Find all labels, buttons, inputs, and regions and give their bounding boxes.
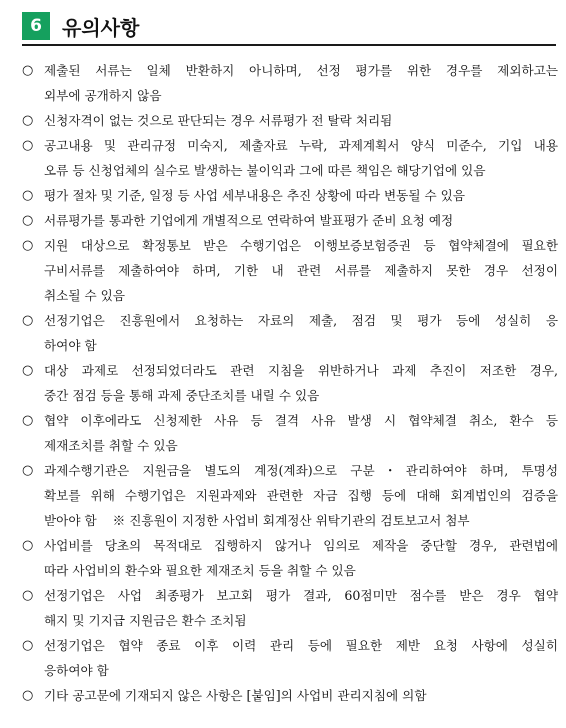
circle-bullet-icon: ○ — [22, 588, 34, 603]
notice-item-text — [44, 408, 558, 458]
notice-footnote: ※ 진흥원이 지정한 사업비 회계정산 위탁기관의 검토보고서 첨부 — [112, 513, 470, 528]
notice-item — [22, 233, 558, 308]
notice-line: 과제수행기관은 지원금을 별도의 계정(계좌)으로 구분・관리하여야 하며, 투명성 — [44, 463, 558, 478]
notice-line: 기타 공고문에 기재되지 않은 사항은 [붙임]의 사업비 관리지침에 의함 — [44, 688, 427, 703]
notice-item-text — [44, 633, 558, 683]
notice-item — [22, 408, 558, 458]
notice-line: 제재조치를 취할 수 있음 — [44, 438, 178, 453]
notice-item-text — [44, 208, 558, 233]
circle-bullet-icon: ○ — [22, 688, 34, 703]
notice-line: 지원 대상으로 확정통보 받은 수행기업은 이행보증보험증권 등 협약체결에 필요한 — [44, 238, 558, 253]
circle-bullet-icon: ○ — [22, 413, 34, 428]
notice-item-text — [44, 358, 558, 408]
notice-line: 사업비를 당초의 목적대로 집행하지 않거나 임의로 제작을 중단할 경우, 관련법에 — [44, 538, 558, 553]
notice-item-text — [44, 233, 558, 308]
notice-line: 협약 이후에라도 신청제한 사유 등 결격 사유 발생 시 협약체결 취소, 환수 등 — [44, 413, 558, 428]
notice-item — [22, 583, 558, 633]
notice-item-text — [44, 683, 558, 708]
notice-line: 중간 점검 등을 통해 과제 중단조치를 내릴 수 있음 — [44, 388, 320, 403]
circle-bullet-icon: ○ — [22, 313, 34, 328]
circle-bullet-icon: ○ — [22, 188, 34, 203]
notice-line-text: 받아야 함 — [44, 513, 97, 528]
notice-item — [22, 458, 558, 533]
circle-bullet-icon: ○ — [22, 213, 34, 228]
notice-line: 제출된 서류는 일체 반환하지 아니하며, 선정 평가를 위한 경우를 제외하고는 — [44, 63, 558, 78]
notice-item — [22, 183, 558, 208]
circle-bullet-icon: ○ — [22, 638, 34, 653]
notice-item — [22, 683, 558, 708]
notice-line: 취소될 수 있음 — [44, 288, 125, 303]
circle-bullet-icon: ○ — [22, 113, 34, 128]
notice-item-text — [44, 133, 558, 183]
notice-line — [44, 508, 558, 533]
notice-line: 신청자격이 없는 것으로 판단되는 경우 서류평가 전 탈락 처리됨 — [44, 113, 393, 128]
circle-bullet-icon: ○ — [22, 238, 34, 253]
notice-line: 구비서류를 제출하여야 하며, 기한 내 관련 서류를 제출하지 못한 경우 선정이 — [44, 263, 558, 278]
notice-line: 선정기업은 사업 최종평가 보고회 평가 결과, 60점미만 점수를 받은 경우 협약 — [44, 588, 558, 603]
notice-line: 확보를 위해 수행기업은 지원과제와 관련한 자금 집행 등에 대해 회계법인의 검증을 — [44, 488, 558, 503]
notice-item — [22, 533, 558, 583]
circle-bullet-icon: ○ — [22, 138, 34, 153]
notice-item — [22, 208, 558, 233]
header-divider — [22, 44, 556, 46]
notice-item — [22, 58, 558, 108]
notice-item-text — [44, 108, 558, 133]
circle-bullet-icon: ○ — [22, 538, 34, 553]
notice-item-text — [44, 583, 558, 633]
notice-list — [22, 58, 558, 708]
notice-line: 서류평가를 통과한 기업에게 개별적으로 연락하여 발표평가 준비 요청 예정 — [44, 213, 454, 228]
notice-line: 따라 사업비의 환수와 필요한 제재조치 등을 취할 수 있음 — [44, 563, 356, 578]
notice-item-text — [44, 58, 558, 108]
notice-item — [22, 133, 558, 183]
notice-item — [22, 633, 558, 683]
notice-item-text — [44, 533, 558, 583]
notice-line: 평가 절차 및 기준, 일정 등 사업 세부내용은 추진 상황에 따라 변동될 수 있음 — [44, 188, 466, 203]
notice-line: 오류 등 신청업체의 실수로 발생하는 불이익과 그에 따른 책임은 해당기업에 있음 — [44, 163, 486, 178]
notice-item-text — [44, 308, 558, 358]
notice-line: 외부에 공개하지 않음 — [44, 88, 162, 103]
notice-item-text — [44, 183, 558, 208]
notice-item-text — [44, 458, 558, 533]
notice-line: 대상 과제로 선정되었더라도 관련 지침을 위반하거나 과제 추진이 저조한 경우, — [44, 363, 558, 378]
section-header — [22, 10, 556, 42]
notice-item — [22, 358, 558, 408]
notice-line: 공고내용 및 관리규정 미숙지, 제출자료 누락, 과제계획서 양식 미준수, 기입 내용 — [44, 138, 558, 153]
notice-line: 선정기업은 진흥원에서 요청하는 자료의 제출, 점검 및 평가 등에 성실히 응 — [44, 313, 558, 328]
notice-line: 선정기업은 협약 종료 이후 이력 관리 등에 필요한 제반 요청 사항에 성실히 — [44, 638, 558, 653]
section-title: 유의사항 — [62, 15, 140, 40]
notice-item — [22, 108, 558, 133]
notice-line: 응하여야 함 — [44, 663, 109, 678]
section-number-badge: 6 — [22, 12, 50, 40]
circle-bullet-icon: ○ — [22, 463, 34, 478]
circle-bullet-icon: ○ — [22, 363, 34, 378]
notice-item — [22, 308, 558, 358]
circle-bullet-icon: ○ — [22, 63, 34, 78]
notice-line: 하여야 함 — [44, 338, 97, 353]
notice-line: 해지 및 기지급 지원금은 환수 조치됨 — [44, 613, 247, 628]
